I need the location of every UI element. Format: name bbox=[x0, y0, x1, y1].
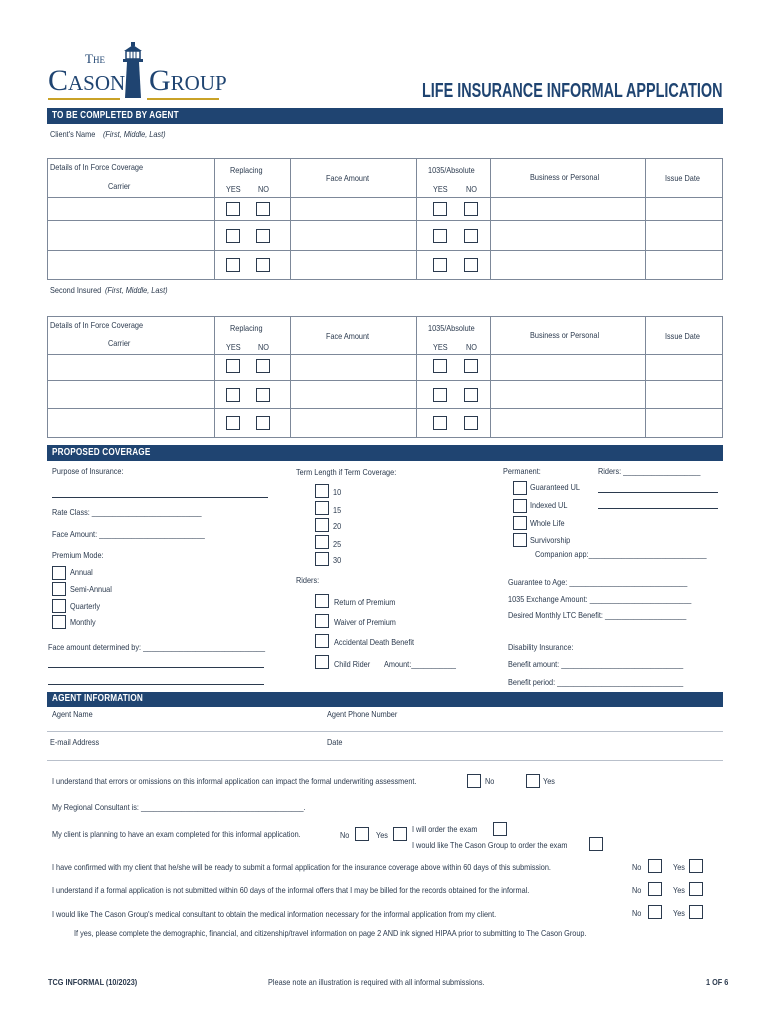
section-bar-agent bbox=[47, 108, 723, 124]
ready-no-label: No bbox=[632, 862, 642, 872]
replacing-label: Replacing bbox=[230, 323, 263, 333]
term-length-label: Term Length if Term Coverage: bbox=[296, 467, 397, 477]
logo-the: The bbox=[85, 51, 105, 66]
monthly-label: Monthly bbox=[70, 617, 96, 627]
table-border bbox=[47, 220, 723, 221]
absolute-yes-checkbox[interactable] bbox=[433, 416, 447, 430]
footer-note: Please note an illustration is required with all informal submissions. bbox=[268, 977, 485, 987]
ready-no-checkbox[interactable] bbox=[648, 859, 662, 873]
second-insured-label: Second Insured bbox=[50, 285, 102, 295]
survivorship-label: Survivorship bbox=[530, 535, 571, 545]
table-border bbox=[490, 316, 491, 437]
business-label: Business or Personal bbox=[530, 330, 600, 340]
ready-yes-checkbox[interactable] bbox=[689, 859, 703, 873]
semi-annual-checkbox[interactable] bbox=[52, 582, 66, 596]
child-rider-amount-field[interactable]: Amount:___________ bbox=[384, 659, 456, 669]
return-of-premium-checkbox[interactable] bbox=[315, 594, 329, 608]
table-border bbox=[722, 316, 723, 437]
details-label: Details of In Force Coverage bbox=[50, 162, 144, 172]
riders-label: Riders: bbox=[296, 575, 320, 585]
absolute-no-checkbox[interactable] bbox=[464, 359, 478, 373]
section-title: AGENT INFORMATION bbox=[52, 693, 144, 704]
order-exam-label: I will order the exam bbox=[412, 824, 478, 834]
agent-name-label: Agent Name bbox=[52, 709, 93, 719]
cason-order-label: I would like The Cason Group to order the exam bbox=[412, 840, 568, 850]
child-rider-label: Child Rider bbox=[334, 659, 371, 669]
page-number: 1 OF 6 bbox=[706, 977, 729, 987]
errors-no-checkbox[interactable] bbox=[467, 774, 481, 788]
table-border bbox=[47, 380, 723, 381]
agent-phone-label: Agent Phone Number bbox=[327, 709, 398, 719]
return-of-premium-label: Return of Premium bbox=[334, 597, 396, 607]
logo-underline bbox=[48, 98, 120, 100]
absolute-yes-checkbox[interactable] bbox=[433, 359, 447, 373]
absolute-no-label: NO bbox=[466, 342, 477, 352]
table-border bbox=[47, 158, 723, 159]
table-border bbox=[722, 158, 723, 279]
guarantee-age-field[interactable]: Guarantee to Age: _____________________________ bbox=[508, 577, 688, 587]
table-border bbox=[416, 316, 417, 437]
replacing-yes-checkbox[interactable] bbox=[226, 258, 240, 272]
face-amount-field[interactable]: Face Amount: __________________________ bbox=[52, 529, 205, 539]
absolute-no-label: NO bbox=[466, 184, 477, 194]
absolute-no-checkbox[interactable] bbox=[464, 416, 478, 430]
errors-yes-label: Yes bbox=[543, 776, 555, 786]
replacing-yes-label: YES bbox=[226, 342, 241, 352]
regional-consultant-field[interactable]: My Regional Consultant is: ________________________________________. bbox=[52, 802, 306, 812]
carrier-label: Carrier bbox=[108, 181, 131, 191]
guaranteed-ul-checkbox[interactable] bbox=[513, 481, 527, 495]
face-determined-line[interactable] bbox=[48, 667, 264, 668]
absolute-yes-checkbox[interactable] bbox=[433, 388, 447, 402]
carrier-label: Carrier bbox=[108, 338, 131, 348]
replacing-no-checkbox[interactable] bbox=[256, 229, 270, 243]
table-border bbox=[214, 316, 215, 437]
replacing-no-checkbox[interactable] bbox=[256, 258, 270, 272]
table-border bbox=[290, 316, 291, 437]
term-20-checkbox[interactable] bbox=[315, 518, 329, 532]
errors-no-label: No bbox=[485, 776, 495, 786]
table-border bbox=[214, 158, 215, 279]
waiver-of-premium-label: Waiver of Premium bbox=[334, 617, 396, 627]
term-25-label: 25 bbox=[333, 539, 342, 549]
ready-yes-label: Yes bbox=[673, 862, 685, 872]
ltc-benefit-field[interactable]: Desired Monthly LTC Benefit: ____________________ bbox=[508, 610, 687, 620]
absolute-label: 1035/Absolute bbox=[428, 323, 475, 333]
cason-order-checkbox[interactable] bbox=[589, 837, 603, 851]
table-border bbox=[47, 354, 723, 355]
term-15-checkbox[interactable] bbox=[315, 501, 329, 515]
exam-no-label: No bbox=[340, 830, 350, 840]
absolute-no-checkbox[interactable] bbox=[464, 388, 478, 402]
billed-no-label: No bbox=[632, 885, 642, 895]
disability-label: Disability Insurance: bbox=[508, 642, 574, 652]
client-name-label: Client's Name bbox=[50, 129, 96, 139]
email-label: E-mail Address bbox=[50, 737, 100, 747]
replacing-no-checkbox[interactable] bbox=[256, 359, 270, 373]
details-label: Details of In Force Coverage bbox=[50, 320, 144, 330]
replacing-yes-checkbox[interactable] bbox=[226, 229, 240, 243]
logo bbox=[48, 42, 227, 102]
absolute-no-checkbox[interactable] bbox=[464, 202, 478, 216]
term-30-label: 30 bbox=[333, 555, 342, 565]
table-border bbox=[47, 408, 723, 409]
agent-info-divider bbox=[47, 731, 723, 732]
replacing-no-checkbox[interactable] bbox=[256, 388, 270, 402]
exchange-amount-field[interactable]: 1035 Exchange Amount: _________________________ bbox=[508, 594, 692, 604]
form-id: TCG INFORMAL (10/2023) bbox=[48, 977, 138, 987]
exam-yes-label: Yes bbox=[376, 830, 388, 840]
term-25-checkbox[interactable] bbox=[315, 535, 329, 549]
billed-yes-checkbox[interactable] bbox=[689, 882, 703, 896]
face-determined-field[interactable]: Face amount determined by: ______________________________ bbox=[48, 642, 266, 652]
page-title: LIFE INSURANCE INFORMAL APPLICATION bbox=[422, 80, 723, 102]
term-10-checkbox[interactable] bbox=[315, 484, 329, 498]
billed-yes-label: Yes bbox=[673, 885, 685, 895]
table-border bbox=[47, 250, 723, 251]
child-rider-checkbox[interactable] bbox=[315, 655, 329, 669]
purpose-line[interactable] bbox=[52, 497, 268, 498]
whole-life-label: Whole Life bbox=[530, 518, 565, 528]
absolute-label: 1035/Absolute bbox=[428, 165, 475, 175]
errors-question: I understand that errors or omissions on this informal application can impact the formal underwriting assessment. bbox=[52, 776, 417, 786]
absolute-no-checkbox[interactable] bbox=[464, 229, 478, 243]
section-title: TO BE COMPLETED BY AGENT bbox=[52, 110, 179, 121]
replacing-no-checkbox[interactable] bbox=[256, 202, 270, 216]
permanent-label: Permanent: bbox=[503, 466, 541, 476]
companion-app-field[interactable]: Companion app:_____________________________ bbox=[535, 549, 707, 559]
face-determined-line[interactable] bbox=[48, 684, 264, 685]
whole-life-checkbox[interactable] bbox=[513, 516, 527, 530]
waiver-of-premium-checkbox[interactable] bbox=[315, 614, 329, 628]
logo-underline-right bbox=[147, 98, 219, 100]
medical-no-checkbox[interactable] bbox=[648, 905, 662, 919]
agent-info-divider bbox=[47, 760, 723, 761]
replacing-yes-checkbox[interactable] bbox=[226, 359, 240, 373]
exam-yes-checkbox[interactable] bbox=[393, 827, 407, 841]
term-15-label: 15 bbox=[333, 505, 342, 515]
face-amount-label: Face Amount bbox=[326, 173, 370, 183]
client-name-hint: (First, Middle, Last) bbox=[103, 129, 166, 139]
issue-date-label: Issue Date bbox=[665, 331, 700, 341]
billed-no-checkbox[interactable] bbox=[648, 882, 662, 896]
replacing-yes-checkbox[interactable] bbox=[226, 202, 240, 216]
indexed-ul-label: Indexed UL bbox=[530, 500, 568, 510]
absolute-yes-checkbox[interactable] bbox=[433, 202, 447, 216]
section-bar-proposed bbox=[47, 445, 723, 461]
medical-no-label: No bbox=[632, 908, 642, 918]
replacing-yes-label: YES bbox=[226, 184, 241, 194]
riders-line[interactable] bbox=[598, 508, 718, 509]
logo-word-cason: Cason bbox=[48, 64, 126, 97]
section-bar-agent-info bbox=[47, 692, 723, 707]
medical-note: If yes, please complete the demographic, financial, and citizenship/travel information on page 2 AND ink signed HIPAA prior to submitting to The Cason Group. bbox=[74, 928, 587, 938]
accidental-death-checkbox[interactable] bbox=[315, 634, 329, 648]
premium-mode-label: Premium Mode: bbox=[52, 550, 104, 560]
absolute-yes-checkbox[interactable] bbox=[433, 258, 447, 272]
date-label: Date bbox=[327, 737, 343, 747]
second-insured-hint: (First, Middle, Last) bbox=[105, 285, 168, 295]
replacing-yes-checkbox[interactable] bbox=[226, 416, 240, 430]
annual-checkbox[interactable] bbox=[52, 566, 66, 580]
quarterly-label: Quarterly bbox=[70, 601, 101, 611]
replacing-label: Replacing bbox=[230, 165, 263, 175]
table-border bbox=[47, 316, 723, 317]
face-amount-label: Face Amount bbox=[326, 331, 370, 341]
annual-label: Annual bbox=[70, 567, 93, 577]
benefit-period-field[interactable]: Benefit period: _______________________________ bbox=[508, 677, 684, 687]
table-border bbox=[416, 158, 417, 279]
benefit-amount-field[interactable]: Benefit amount: ______________________________ bbox=[508, 659, 684, 669]
table-border bbox=[47, 279, 723, 280]
absolute-no-checkbox[interactable] bbox=[464, 258, 478, 272]
replacing-yes-checkbox[interactable] bbox=[226, 388, 240, 402]
quarterly-checkbox[interactable] bbox=[52, 599, 66, 613]
replacing-no-label: NO bbox=[258, 342, 269, 352]
term-30-checkbox[interactable] bbox=[315, 552, 329, 566]
term-20-label: 20 bbox=[333, 521, 342, 531]
medical-yes-label: Yes bbox=[673, 908, 685, 918]
riders-right-field[interactable]: Riders: ___________________ bbox=[598, 466, 701, 476]
business-label: Business or Personal bbox=[530, 172, 600, 182]
table-border bbox=[490, 158, 491, 279]
replacing-no-checkbox[interactable] bbox=[256, 416, 270, 430]
semi-annual-label: Semi-Annual bbox=[70, 584, 112, 594]
table-border bbox=[290, 158, 291, 279]
accidental-death-label: Accidental Death Benefit bbox=[334, 637, 415, 647]
survivorship-checkbox[interactable] bbox=[513, 533, 527, 547]
indexed-ul-checkbox[interactable] bbox=[513, 499, 527, 513]
exam-question: My client is planning to have an exam completed for this informal application. bbox=[52, 829, 301, 839]
ready-question: I have confirmed with my client that he/she will be ready to submit a formal application for the insurance coverage above within 60 days of this submission. bbox=[52, 862, 551, 872]
table-border bbox=[645, 316, 646, 437]
absolute-yes-label: YES bbox=[433, 184, 448, 194]
table-border bbox=[47, 197, 723, 198]
errors-yes-checkbox[interactable] bbox=[526, 774, 540, 788]
table-border bbox=[47, 316, 48, 437]
absolute-yes-label: YES bbox=[433, 342, 448, 352]
table-border bbox=[47, 158, 48, 279]
term-10-label: 10 bbox=[333, 487, 342, 497]
monthly-checkbox[interactable] bbox=[52, 615, 66, 629]
riders-line[interactable] bbox=[598, 492, 718, 493]
order-exam-checkbox[interactable] bbox=[493, 822, 507, 836]
logo-word-group: Group bbox=[149, 64, 227, 97]
table-border bbox=[645, 158, 646, 279]
purpose-label: Purpose of Insurance: bbox=[52, 466, 124, 476]
table-border bbox=[47, 437, 723, 438]
replacing-no-label: NO bbox=[258, 184, 269, 194]
issue-date-label: Issue Date bbox=[665, 173, 700, 183]
exam-no-checkbox[interactable] bbox=[355, 827, 369, 841]
guaranteed-ul-label: Guaranteed UL bbox=[530, 482, 580, 492]
rate-class-field[interactable]: Rate Class: ___________________________ bbox=[52, 507, 202, 517]
billed-question: I understand if a formal application is not submitted within 60 days of the informal offers that I may be billed for the records obtained for the informal. bbox=[52, 885, 530, 895]
medical-yes-checkbox[interactable] bbox=[689, 905, 703, 919]
section-title: PROPOSED COVERAGE bbox=[52, 447, 151, 458]
absolute-yes-checkbox[interactable] bbox=[433, 229, 447, 243]
medical-question: I would like The Cason Group's medical consultant to obtain the medical information necessary for the informal application from my client. bbox=[52, 909, 497, 919]
